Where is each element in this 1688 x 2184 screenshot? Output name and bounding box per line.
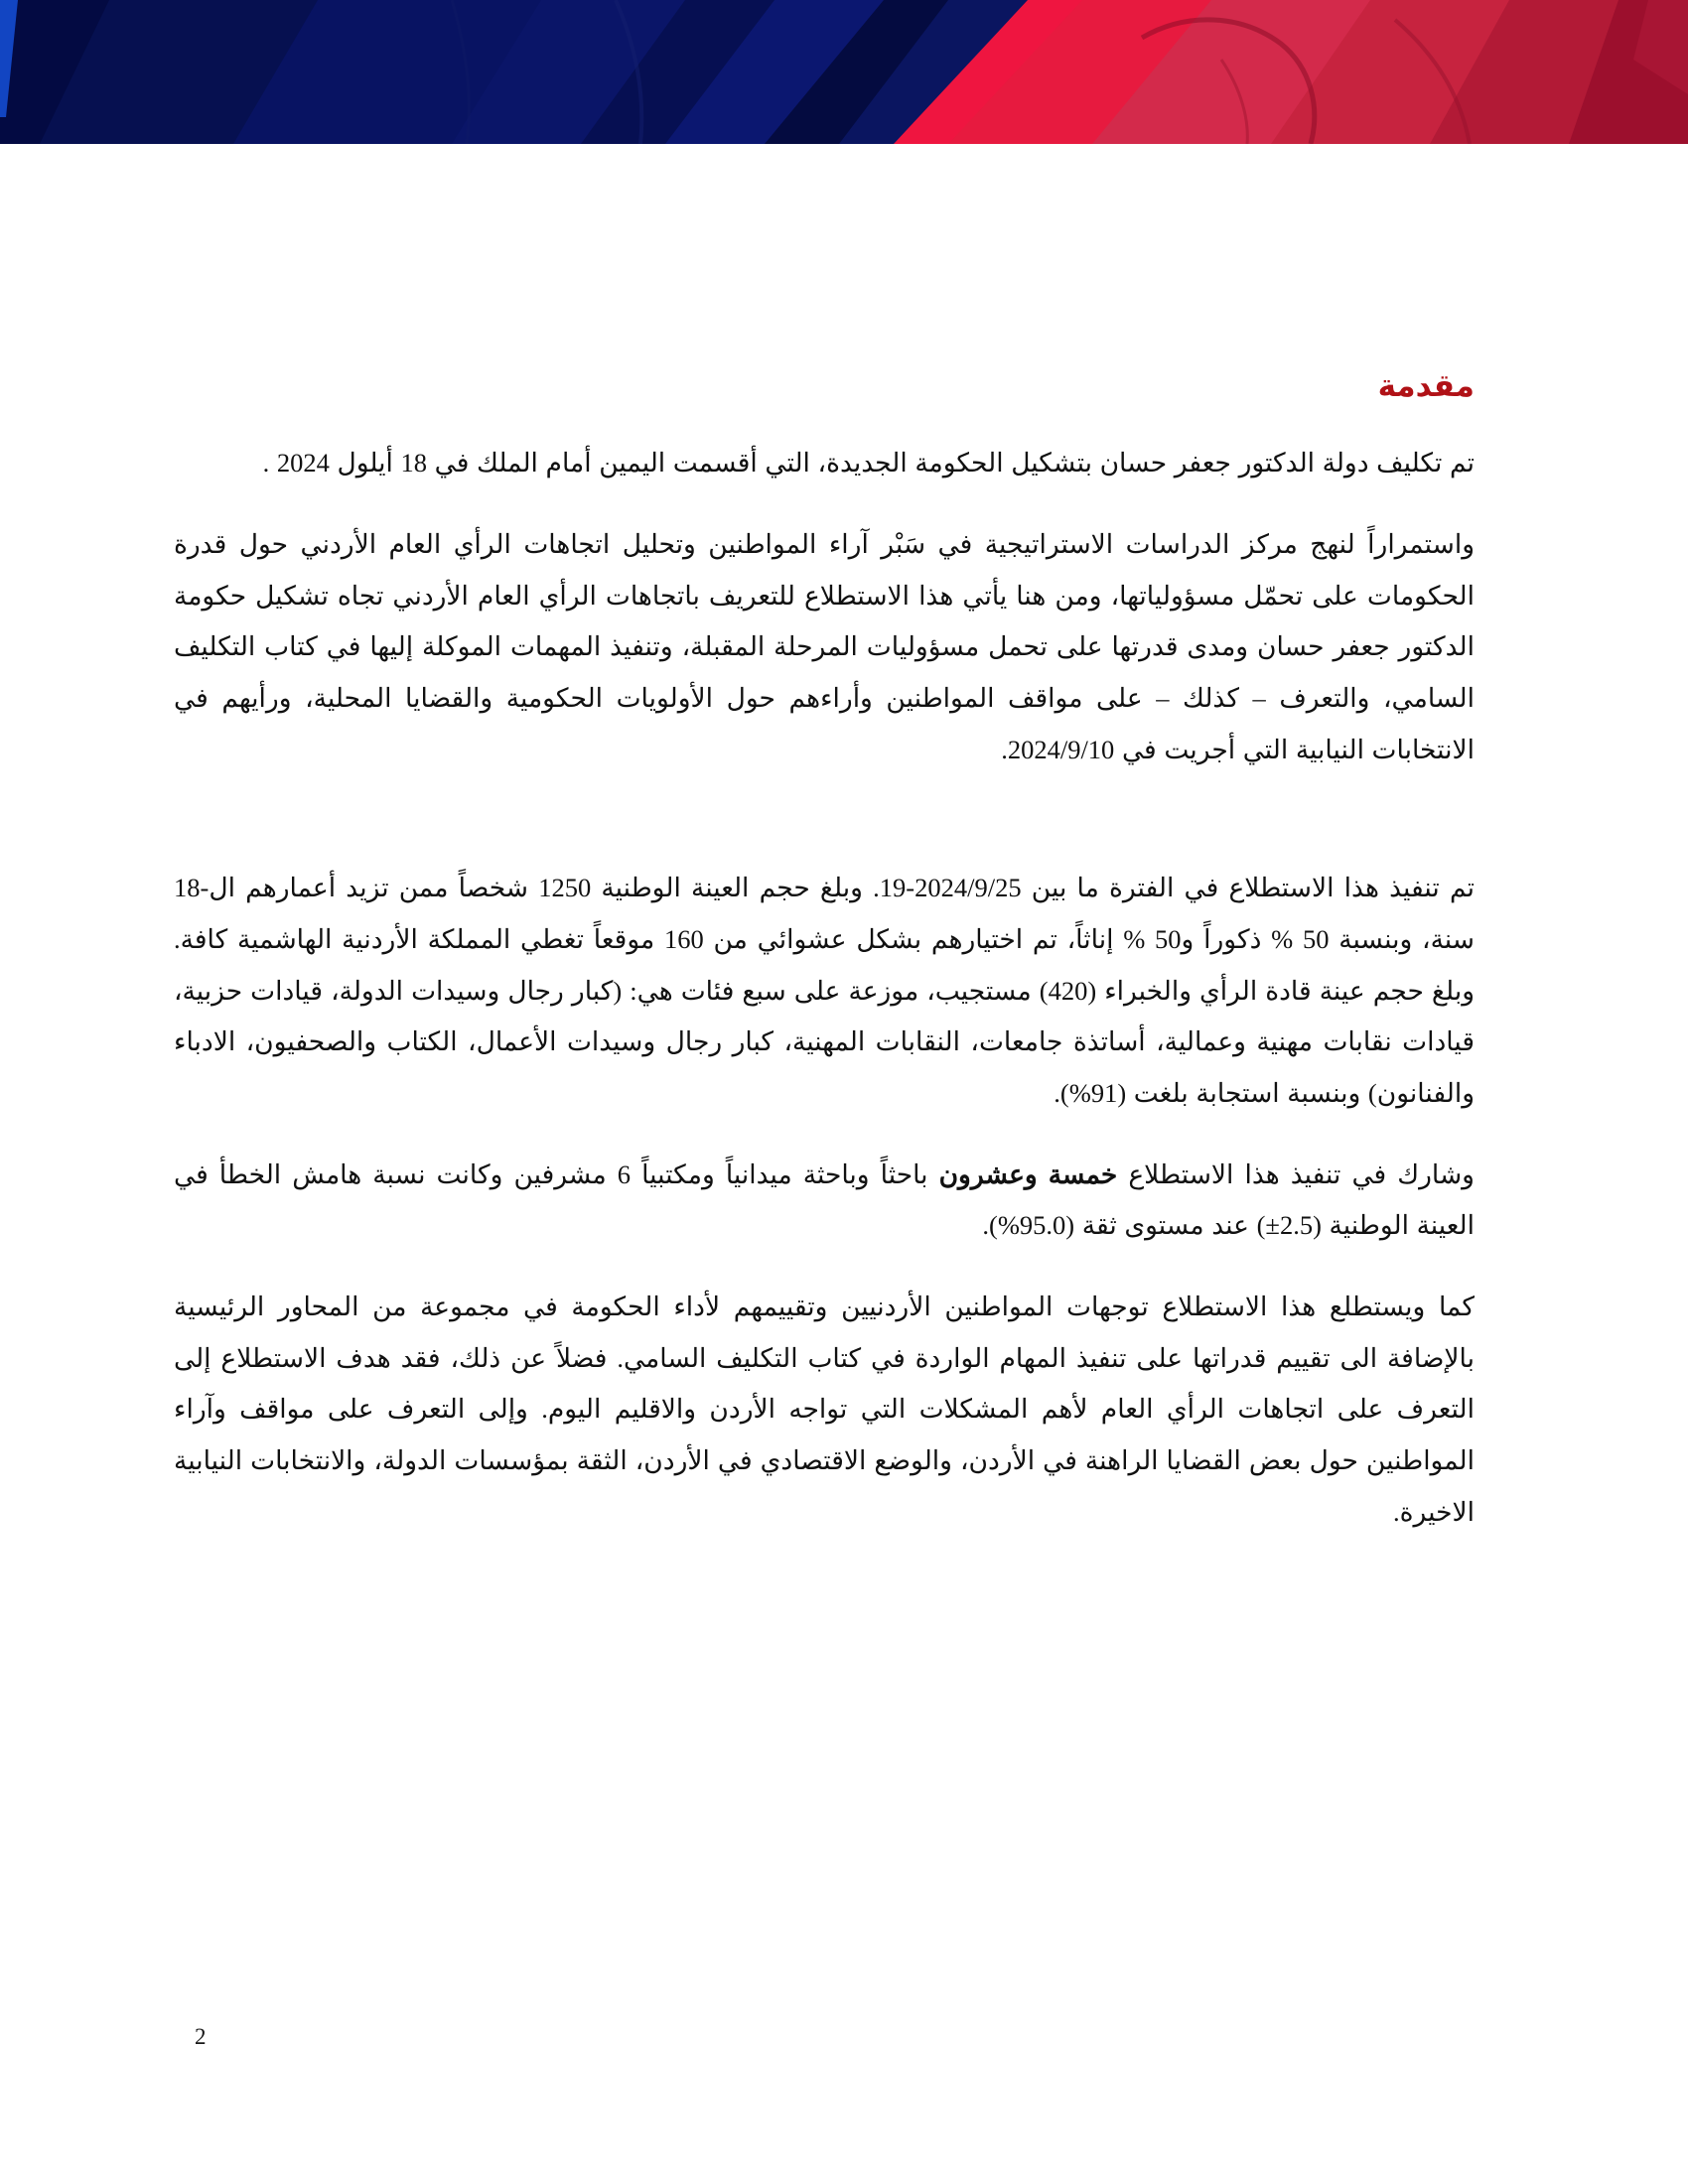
paragraph-survey-objectives: كما ويستطلع هذا الاستطلاع توجهات المواطنين الأردنيين وتقييمهم لأداء الحكومة في مجموعة من المحاور الرئيسية بالإضافة الى تقييم قدراتها على تنفيذ المهام الواردة في كتاب التكليف السامي. فضلاً عن ذلك، فقد هدف الاستطلاع إلى التعرف على اتجاهات الرأي العام لأهم المشكلات التي تواجه الأردن والاقليم اليوم. وإلى التعرف على مواقف وآراء المواطنين حول بعض القضايا الراهنة في الأردن، والوضع الاقتصادي في الأردن، الثقة بمؤسسات الدولة، والانتخابات النيابية الاخيرة.	[174, 1291, 1475, 1527]
page-number: 2	[195, 2024, 207, 2049]
section-title-introduction: مقدمة	[1377, 368, 1475, 403]
paragraph-methodology-sample: تم تنفيذ هذا الاستطلاع في الفترة ما بين 2024/9/25-19. وبلغ حجم العينة الوطنية 1250 شخصاً ممن تزيد أعمارهم ال-18 سنة، وبنسبة 50 % ذكوراً و50 % إناثاً، تم اختيارهم بشكل عشوائي من 160 موقعاً تغطي المملكة الأردنية الهاشمية كافة. وبلغ حجم عينة قادة الرأي والخبراء (420) مستجيب، موزعة على سبع فئات هي: (كبار رجال وسيدات الدولة، قيادات حزبية، قيادات نقابات مهنية وعمالية، أساتذة جامعات، النقابات المهنية، كبار رجال وسيدات الأعمال، الكتاب والصحفيون، الادباء والفنانون) وبنسبة استجابة بلغت (91%).	[174, 873, 1475, 1108]
document-body	[0, 367, 1688, 1568]
paragraph-government-formation: تم تكليف دولة الدكتور جعفر حسان بتشكيل الحكومة الجديدة، التي أقسمت اليمين أمام الملك في 18 أيلول 2024 .	[262, 448, 1475, 478]
researchers-count-bold: خمسة وعشرون	[938, 1159, 1118, 1189]
decorative-header-banner	[0, 0, 1688, 144]
paragraph-spacer	[174, 805, 1475, 863]
paragraph-survey-purpose: واستمراراً لنهج مركز الدراسات الاستراتيجية في سَبْر آراء المواطنين وتحليل اتجاهات الرأي العام الأردني حول قدرة الحكومات على تحمّل مسؤولياتها، ومن هنا يأتي هذا الاستطلاع للتعريف باتجاهات الرأي العام الأردني تجاه تشكيل حكومة الدكتور جعفر حسان ومدى قدرتها على تحمل مسؤوليات المرحلة المقبلة، وتنفيذ المهمات الموكلة إليها في كتاب التكليف السامي، والتعرف – كذلك – على مواقف المواطنين وأراءهم حول الأولويات الحكومية والقضايا المحلية، ورأيهم في الانتخابات النيابية التي أجريت في 2024/9/10.	[174, 528, 1475, 764]
fieldwork-text-lead: وشارك في تنفيذ هذا الاستطلاع	[1117, 1159, 1475, 1189]
paragraph-fieldwork-team	[174, 1150, 1475, 1252]
banner-graphic	[0, 0, 1688, 144]
fieldwork-text-tail: باحثاً وباحثة ميدانياً ومكتبياً 6 مشرفين وكانت نسبة هامش الخطأ في العينة الوطنية (2.5±) عند مستوى ثقة (95.0%).	[174, 1159, 1475, 1241]
